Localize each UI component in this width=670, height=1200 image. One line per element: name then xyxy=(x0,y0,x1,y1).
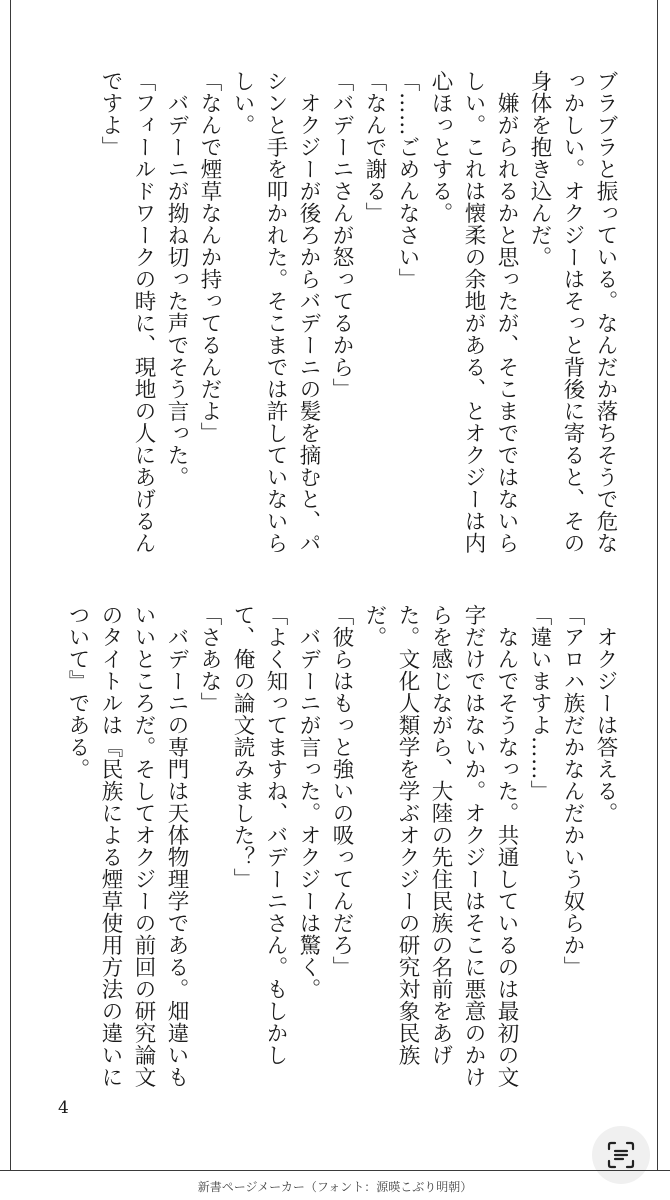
footer-credit: 新書ページメーカー（フォント：源暎こぶり明朝） xyxy=(197,1180,473,1194)
dialogue-line: 「さあな」 xyxy=(197,604,222,714)
text-scan-icon xyxy=(606,1140,636,1170)
paragraph: ブラブラと振っている。なんだか落ちそうで危なっかしい。オクジーはそっと背後に寄ると、その身体を抱き込んだ。 xyxy=(527,70,618,554)
dialogue-line: 「バデーニさんが怒ってるから」 xyxy=(329,70,354,400)
dialogue-line: 「なんで謝る」 xyxy=(362,70,387,224)
dialogue-line: 「よく知ってますね、バデーニさん。もしかして、俺の論文読みました？」 xyxy=(230,604,288,1066)
paragraph: オクジーは答える。 xyxy=(593,625,618,824)
dialogue-line: 「アロハ族だかなんだかいう奴らか」 xyxy=(560,604,585,978)
dialogue-line: 「なんで煙草なんか持ってるんだよ」 xyxy=(197,70,222,444)
footer-divider xyxy=(0,1170,670,1171)
dialogue-line: 「フィールドワークの時に、現地の人にあげるんですよ」 xyxy=(98,70,156,554)
paragraph: バデーニが拗ね切った声でそう言った。 xyxy=(164,91,189,488)
lower-text-block xyxy=(37,604,622,1096)
page-edge-right xyxy=(657,0,658,1170)
dialogue-line: 「彼らはもっと強いの吸ってんだろ」 xyxy=(329,604,354,978)
dialogue-line: 「違いますよ……」 xyxy=(527,604,552,802)
upper-text-block xyxy=(37,70,622,562)
page-edge-left xyxy=(10,0,11,1170)
paragraph: なんでそうなった。共通しているのは最初の文字だけではないか。オクジーはそこに悪意のかけらを感じながら、大陸の先住民族の名前をあげた。文化人類学を学ぶオクジーの研究対象民族だ。 xyxy=(362,604,519,1088)
paragraph: 嫌がられるかと思ったが、そこまでではないらしい。これは懐柔の余地がある、とオクジーは内心ほっとする。 xyxy=(428,70,519,554)
paragraph: オクジーが後ろからバデーニの髪を摘むと、パシンと手を叩かれた。そこまでは許していないらしい。 xyxy=(230,70,321,554)
paragraph: バデーニが言った。オクジーは驚く。 xyxy=(296,625,321,1000)
dialogue-line: 「……ごめんなさい」 xyxy=(395,70,420,290)
text-scan-button[interactable] xyxy=(592,1126,650,1184)
paragraph: バデーニの専門は天体物理学である。畑違いもいいところだ。そしてオクジーの前回の研究論文のタイトルは『民族による煙草使用方法の違いについて』である。 xyxy=(65,604,189,1088)
page-number: 4 xyxy=(58,1098,69,1118)
